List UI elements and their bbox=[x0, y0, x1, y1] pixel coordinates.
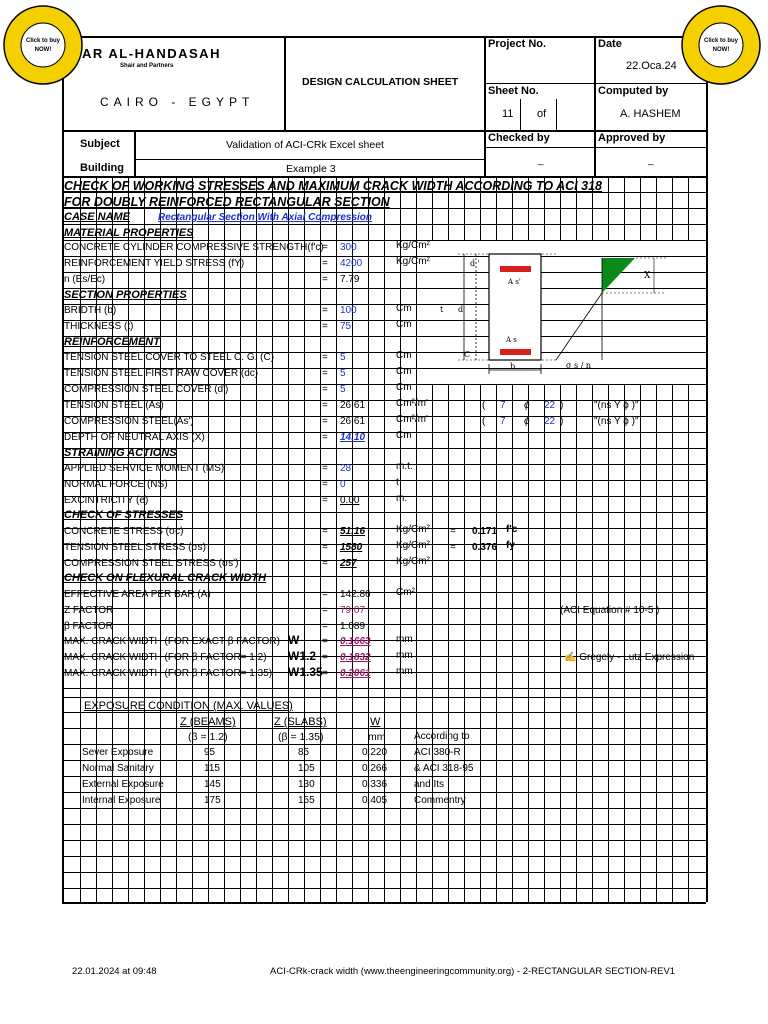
date-label: Date bbox=[598, 38, 622, 50]
top-rebar bbox=[500, 266, 531, 272]
row-label-ms: APPLIED SERVICE MOMENT (MS) bbox=[64, 463, 225, 474]
equals-sign: = bbox=[322, 416, 328, 427]
sub-z-slabs: (β = 1.35) bbox=[278, 731, 324, 743]
exposure-note-header: According to bbox=[414, 731, 470, 742]
col-w: W bbox=[370, 716, 381, 728]
building-value: Example 3 bbox=[286, 163, 336, 175]
grid-vline bbox=[448, 384, 449, 902]
approved-by-label: Approved by bbox=[598, 132, 666, 144]
grid-vline bbox=[576, 384, 577, 902]
row-label-e: EXCINTRICITY (e) bbox=[64, 495, 149, 506]
grid-vline bbox=[624, 384, 625, 902]
sheet-no-label: Sheet No. bbox=[488, 85, 539, 97]
exposure-extra-note: Commentry bbox=[414, 795, 466, 806]
case-value[interactable]: Rectangular Section With Axial Compression bbox=[158, 212, 373, 223]
row-label-dc: TENSION STEEL FIRST RAW COVER (dc) bbox=[64, 368, 259, 379]
grid-vline bbox=[400, 176, 401, 902]
equals-sign: = bbox=[322, 605, 328, 616]
checked-by-label: Checked by bbox=[488, 132, 550, 144]
row-value-dc[interactable]: 5 bbox=[340, 368, 346, 379]
grid-vline bbox=[624, 176, 625, 240]
row-value-c[interactable]: 5 bbox=[340, 352, 346, 363]
project-no-label: Project No. bbox=[488, 38, 547, 50]
grid-vline bbox=[384, 176, 385, 902]
svg-text:Click to buy: Click to buy bbox=[25, 38, 61, 44]
row-unit-x: Cm bbox=[396, 430, 412, 441]
grid-vline bbox=[256, 176, 257, 902]
grid-vline bbox=[240, 176, 241, 902]
diagram-b: b bbox=[510, 362, 516, 371]
row-value-z: 79.07 bbox=[340, 605, 366, 616]
row-label-w12: MAX. CRACK WIDTH (FOR β FACTOR= 1.2) bbox=[64, 652, 267, 663]
row-value-x: 14.10 bbox=[340, 432, 366, 443]
sub-w: mm bbox=[368, 731, 386, 743]
exposure-name: Sever Exposure bbox=[82, 747, 154, 758]
grid-vline bbox=[480, 384, 481, 902]
grid-vline bbox=[208, 176, 209, 902]
exposure-z-beams: 115 bbox=[204, 763, 220, 774]
aci-equation-note: (ACI Equation # 10-5 ) bbox=[560, 605, 660, 616]
row-sym-w: W bbox=[288, 633, 300, 647]
grid-vline bbox=[128, 176, 129, 902]
bar-open: ( bbox=[482, 400, 486, 411]
svg-text:NOW!: NOW! bbox=[34, 47, 52, 53]
row-label-fy: REINFORCEMENT YIELD STRESS (fY) bbox=[64, 258, 245, 269]
exposure-w: 0.405 bbox=[362, 795, 388, 806]
row-unit-e: m. bbox=[396, 493, 408, 504]
exposure-note: and Its bbox=[414, 779, 445, 790]
grid-vline bbox=[592, 384, 593, 902]
row-value-ns[interactable]: 0 bbox=[340, 479, 346, 490]
exposure-z-slabs: 130 bbox=[298, 779, 315, 790]
row-value-w135: 0.2061 bbox=[340, 668, 371, 679]
row-label-sc: CONCRETE STRESS (σc) bbox=[64, 526, 184, 537]
row-label-a: EFFECTIVE AREA PER BAR (A) bbox=[64, 589, 211, 600]
row-unit-dc: Cm bbox=[396, 366, 412, 377]
row-value-ms[interactable]: 28 bbox=[340, 463, 352, 474]
row-unit-dp: Cm bbox=[396, 382, 412, 393]
grid-vline bbox=[640, 176, 641, 240]
ref-ss: fy bbox=[506, 540, 515, 551]
row-unit-fy: Kg/Cm² bbox=[396, 256, 430, 267]
section-diagram bbox=[436, 244, 666, 379]
grid-vline bbox=[556, 99, 557, 130]
sheet-no-value: 11 bbox=[502, 108, 514, 120]
row-unit-ss: Kg/Cm² bbox=[396, 540, 430, 551]
grid-vline bbox=[594, 36, 596, 176]
row-label-ss: TENSION STEEL STRESS (σs) bbox=[64, 542, 206, 553]
ratio-sc: 0.171 bbox=[472, 526, 498, 537]
row-label-t: THICKNESS (t) bbox=[64, 321, 134, 332]
exposure-w: 0.336 bbox=[362, 779, 388, 790]
approved-by-value: _ bbox=[648, 155, 654, 166]
pdf-xchange-stamp-right[interactable] bbox=[680, 4, 762, 86]
bar-open: ( bbox=[482, 416, 486, 427]
case-label: CASE NAME bbox=[64, 211, 131, 223]
row-unit-a: Cm² bbox=[396, 587, 415, 598]
company-name: AR AL-HANDASAH bbox=[82, 46, 221, 61]
exposure-z-slabs: 105 bbox=[298, 763, 315, 774]
phi-symbol: ϕ bbox=[524, 400, 530, 411]
row-unit-w12: mm bbox=[396, 650, 413, 661]
row-value-beta: 1.089 bbox=[340, 621, 366, 632]
grid-vline bbox=[512, 384, 513, 902]
row-unit-ms: m.t. bbox=[396, 461, 413, 472]
row-value-dp[interactable]: 5 bbox=[340, 384, 346, 395]
equals-sign: = bbox=[322, 558, 328, 569]
grid-vline bbox=[272, 176, 273, 902]
diagram-d1: d ' bbox=[470, 259, 480, 268]
svg-text:NOW!: NOW! bbox=[712, 47, 730, 53]
row-value-t[interactable]: 75 bbox=[340, 321, 352, 332]
equals-sign: = bbox=[322, 400, 328, 411]
row-label-as: TENSION STEEL (As) bbox=[64, 400, 164, 411]
row-unit-w135: mm bbox=[396, 666, 413, 677]
bar-close: ) bbox=[560, 416, 564, 427]
date-value: 22.Oca.24 bbox=[626, 60, 677, 72]
bar-close: ) bbox=[560, 400, 564, 411]
exposure-note: & ACI 318-95 bbox=[414, 763, 474, 774]
exposure-title: EXPOSURE CONDITION (MAX. VALUES) bbox=[84, 700, 293, 712]
row-label-b: BRIDTH (b) bbox=[64, 305, 117, 316]
equals-sign: = bbox=[322, 384, 328, 395]
grid-vline bbox=[672, 176, 673, 240]
material-heading: MATERIAL PROPERTIES bbox=[64, 227, 194, 239]
phi-symbol: ϕ bbox=[524, 416, 530, 427]
footer-file: ACI-CRk-crack width (www.theengineeringcommunity.org) - 2-RECTANGULAR SECTION-REV1 bbox=[270, 966, 676, 977]
bar-diameter-asp[interactable]: 22 bbox=[544, 416, 556, 427]
equals-sign: = bbox=[322, 479, 328, 490]
row-label-fc: CONCRETE CYLINDER COMPRESSIVE STRENGTH(f'c) bbox=[64, 242, 324, 253]
grid-vline bbox=[608, 384, 609, 902]
exposure-w: 0.220 bbox=[362, 747, 388, 758]
straining-heading: STRAINING ACTIONS bbox=[64, 447, 177, 459]
equals-sign: = bbox=[322, 432, 328, 443]
grid-vline bbox=[336, 176, 337, 902]
row-value-n: 7.79 bbox=[340, 274, 360, 285]
sheet-of: of bbox=[537, 108, 547, 120]
grid-vline bbox=[520, 99, 521, 130]
diagram-as-top: A s' bbox=[508, 278, 521, 286]
row-label-ns: NORMAL FORCE (NS) bbox=[64, 479, 168, 490]
equals-sign: = bbox=[450, 542, 456, 553]
exposure-z-beams: 145 bbox=[204, 779, 221, 790]
grid-vline bbox=[560, 384, 564, 902]
stress-triangle-green bbox=[602, 258, 635, 293]
row-label-n: n (Es/Ec) bbox=[64, 274, 106, 285]
grid-vline bbox=[656, 384, 657, 902]
diagram-as-bot: A s bbox=[506, 336, 517, 344]
grid-hline bbox=[62, 902, 706, 904]
company-city: CAIRO - EGYPT bbox=[100, 95, 255, 109]
grid-vline bbox=[608, 176, 609, 240]
gregely-lutz-note: ✍ Gregely - Lutz Expression bbox=[564, 652, 695, 663]
grid-vline bbox=[464, 384, 465, 902]
stresses-heading: CHECK OF STRESSES bbox=[64, 509, 184, 521]
ref-sc: f'c bbox=[506, 524, 518, 535]
company-sub: Shair and Partners bbox=[120, 63, 174, 69]
equals-sign: = bbox=[322, 368, 328, 379]
grid-vline bbox=[528, 384, 529, 902]
row-label-beta: β FACTOR bbox=[64, 621, 113, 632]
row-label-ssp: COMPRESSION STEEL STRESS (σs') bbox=[64, 558, 239, 569]
equals-sign: = bbox=[322, 621, 328, 632]
row-unit-fc: Kg/Cm² bbox=[396, 240, 430, 251]
checked-by-value: _ bbox=[538, 155, 544, 166]
building-label: Building bbox=[80, 162, 124, 174]
grid-vline bbox=[672, 384, 673, 902]
exposure-w: 0.266 bbox=[362, 763, 388, 774]
col-z-slabs: Z (SLABS) bbox=[274, 716, 327, 728]
row-label-w: MAX. CRACK WIDTH (FOR EXACT β FACTOR) bbox=[64, 636, 280, 647]
exposure-name: External Exposure bbox=[82, 779, 164, 790]
bar-pattern: "(ns Y ϕ )" bbox=[594, 400, 639, 411]
row-label-w135: MAX. CRACK WIDTH (FOR β FACTOR= 1.35) bbox=[64, 668, 273, 679]
row-unit-as: Cm²/m' bbox=[396, 398, 428, 409]
subject-value: Validation of ACI-CRk Excel sheet bbox=[226, 139, 384, 151]
diagram-d: d bbox=[458, 305, 464, 314]
reinf-heading: REINFORCEMENT bbox=[64, 336, 160, 348]
equals-sign: = bbox=[322, 652, 328, 663]
grid-vline bbox=[192, 176, 193, 902]
equals-sign: = bbox=[322, 321, 328, 332]
diagram-t: t bbox=[440, 305, 444, 314]
grid-vline bbox=[144, 176, 145, 902]
grid-vline bbox=[416, 176, 417, 902]
title-line2: FOR DOUBLY REINFORCED RECTANGULAR SECTION bbox=[64, 195, 390, 209]
footer-timestamp: 22.01.2024 at 09:48 bbox=[72, 966, 157, 977]
row-unit-ns: t bbox=[396, 477, 399, 488]
row-label-dp: COMPRESSION STEEL COVER (d') bbox=[64, 384, 229, 395]
equals-sign: = bbox=[322, 463, 328, 474]
svg-text:Click to buy: Click to buy bbox=[703, 38, 739, 44]
bottom-rebar bbox=[500, 349, 531, 355]
equals-sign: = bbox=[322, 352, 328, 363]
sheet-title: DESIGN CALCULATION SHEET bbox=[302, 76, 459, 88]
grid-vline bbox=[706, 36, 708, 902]
row-unit-w: mm bbox=[396, 634, 413, 645]
row-value-w12: 0.1832 bbox=[340, 652, 371, 663]
grid-vline bbox=[432, 384, 433, 902]
exposure-note: ACI 380-R bbox=[414, 747, 461, 758]
grid-vline bbox=[688, 176, 689, 240]
row-unit-c: Cm bbox=[396, 350, 412, 361]
bar-pattern: "(ns Y ϕ )" bbox=[594, 416, 639, 427]
exposure-z-beams: 95 bbox=[204, 747, 216, 758]
row-value-fy[interactable]: 4200 bbox=[340, 258, 363, 269]
bar-count-as[interactable]: 7 bbox=[500, 400, 506, 411]
equals-sign: = bbox=[322, 668, 328, 679]
grid-vline bbox=[688, 384, 689, 902]
row-sym-w135: W1.35 bbox=[288, 665, 323, 679]
diagram-sigma: σ s / n bbox=[566, 361, 592, 370]
row-value-fc[interactable]: 300 bbox=[340, 242, 357, 253]
exposure-z-slabs: 85 bbox=[298, 747, 310, 758]
grid-vline bbox=[544, 384, 545, 902]
row-unit-b: Cm bbox=[396, 303, 412, 314]
equals-sign: = bbox=[322, 242, 328, 253]
row-sym-w12: W1.2 bbox=[288, 649, 317, 663]
equals-sign: = bbox=[322, 305, 328, 316]
row-value-sc: 51.16 bbox=[340, 526, 366, 537]
row-value-b[interactable]: 100 bbox=[340, 305, 357, 316]
equals-sign: = bbox=[322, 258, 328, 269]
grid-vline bbox=[656, 176, 657, 240]
section-heading: SECTION PROPERTIES bbox=[64, 289, 187, 301]
grid-vline bbox=[484, 36, 486, 176]
row-label-c: TENSION STEEL COVER TO STEEL C. G. (C) bbox=[64, 352, 275, 363]
row-value-ss: 1580 bbox=[340, 542, 363, 553]
equals-sign: = bbox=[450, 526, 456, 537]
equals-sign: = bbox=[322, 526, 328, 537]
row-unit-asp: Cm²/m' bbox=[396, 414, 428, 425]
bar-count-asp[interactable]: 7 bbox=[500, 416, 506, 427]
exposure-z-slabs: 155 bbox=[298, 795, 315, 806]
grid-vline bbox=[640, 384, 641, 902]
grid-vline bbox=[224, 176, 225, 902]
equals-sign: = bbox=[322, 274, 328, 285]
row-label-asp: COMPRESSION STEEL(As') bbox=[64, 416, 194, 427]
subject-label: Subject bbox=[80, 138, 120, 150]
grid-vline bbox=[160, 176, 161, 902]
row-unit-sc: Kg/Cm² bbox=[396, 524, 430, 535]
sub-z-beams: (β = 1.2) bbox=[188, 731, 228, 743]
exposure-name: Internal Exposure bbox=[82, 795, 161, 806]
row-value-w: 0.1663 bbox=[340, 636, 371, 647]
grid-hline bbox=[134, 159, 484, 160]
exposure-name: Normal Sanitary bbox=[82, 763, 154, 774]
crack-heading: CHECK ON FLEXURAL CRACK WIDTH bbox=[64, 572, 267, 584]
grid-vline bbox=[320, 176, 321, 902]
computed-by-label: Computed by bbox=[598, 85, 669, 97]
grid-vline bbox=[368, 176, 369, 902]
grid-vline bbox=[176, 176, 177, 902]
equals-sign: = bbox=[322, 495, 328, 506]
title-line1: CHECK OF WORKING STRESSES AND MAXIMUM CRACK WIDTH ACCORDING TO ACI 318 bbox=[64, 179, 602, 193]
row-label-x: DEPTH OF NEUTRAL AXIS (X) bbox=[64, 432, 205, 443]
col-z-beams: Z (BEAMS) bbox=[180, 716, 236, 728]
bar-diameter-as[interactable]: 22 bbox=[544, 400, 556, 411]
row-label-z: Z FACTOR bbox=[64, 605, 114, 616]
row-value-e: 0.00 bbox=[340, 495, 360, 506]
grid-vline bbox=[304, 176, 305, 902]
equals-sign: = bbox=[322, 542, 328, 553]
row-unit-ssp: Kg/Cm² bbox=[396, 556, 430, 567]
grid-vline bbox=[288, 176, 289, 902]
diagram-x: X bbox=[644, 271, 651, 281]
grid-hline bbox=[432, 384, 688, 385]
grid-vline bbox=[112, 176, 113, 902]
row-unit-t: Cm bbox=[396, 319, 412, 330]
equals-sign: = bbox=[322, 589, 328, 600]
exposure-z-beams: 175 bbox=[204, 795, 221, 806]
diagram-c: C bbox=[464, 350, 471, 359]
equals-sign: = bbox=[322, 636, 328, 647]
grid-vline bbox=[134, 130, 136, 176]
ratio-ss: 0.376 bbox=[472, 542, 498, 553]
row-value-a: 142.86 bbox=[340, 589, 371, 600]
grid-vline bbox=[284, 36, 286, 130]
grid-vline bbox=[496, 384, 497, 902]
row-value-ssp: 257 bbox=[340, 558, 357, 569]
row-value-as: 26.61 bbox=[340, 400, 366, 411]
pdf-xchange-stamp-left[interactable] bbox=[2, 4, 84, 86]
grid-hline bbox=[432, 240, 688, 241]
computed-by-value: A. HASHEM bbox=[620, 108, 681, 120]
row-value-asp: 26.61 bbox=[340, 416, 366, 427]
